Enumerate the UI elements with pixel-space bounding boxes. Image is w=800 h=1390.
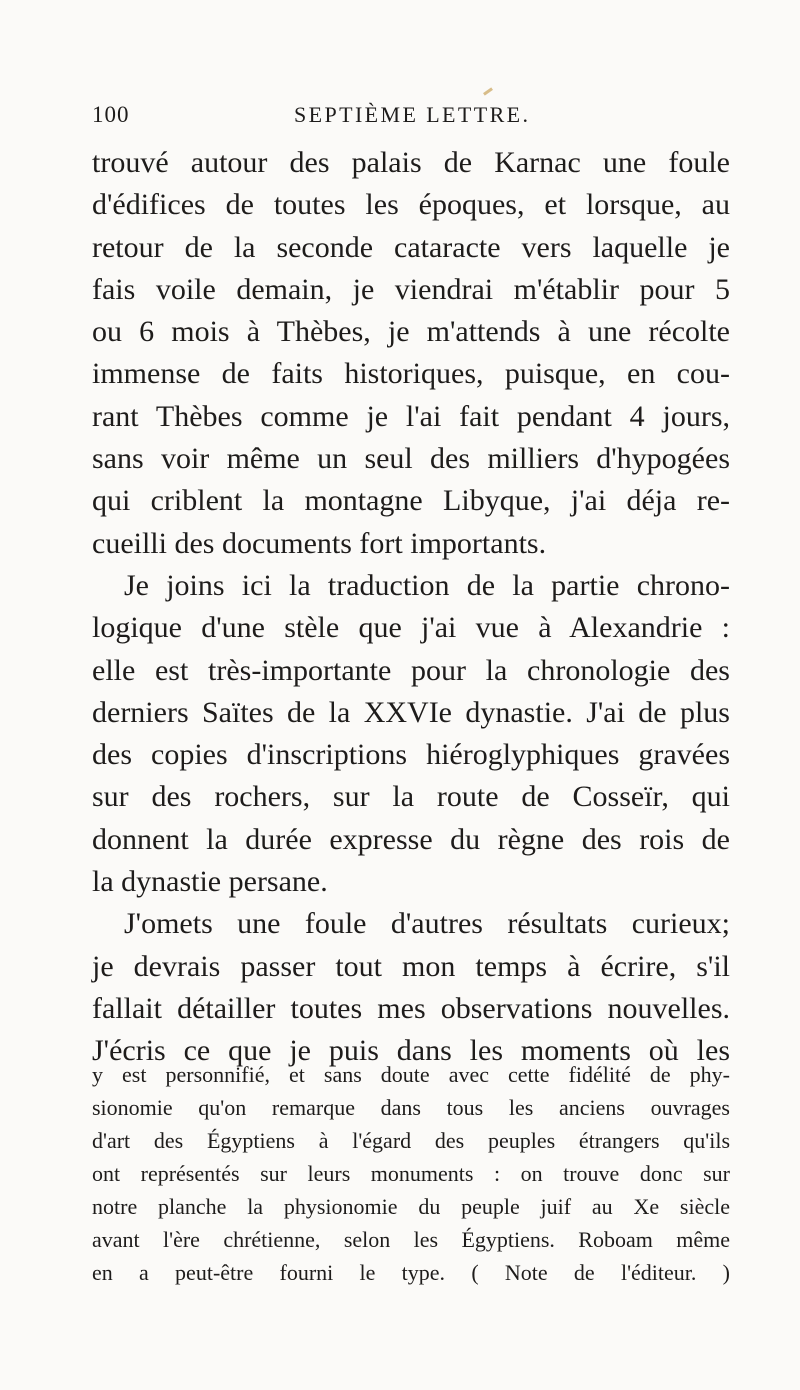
text-line: J'écris ce que je puis dans les moments où les (92, 1034, 730, 1068)
text-line: cueilli des documents fort importants. (92, 526, 547, 560)
text-line: qui criblent la montagne Libyque, j'ai déja re- (92, 484, 730, 518)
text-line: J'omets une foule d'autres résultats curieux; (124, 907, 730, 941)
page-number: 100 (92, 102, 130, 127)
text-line: donnent la durée expresse du règne des rois de (92, 822, 730, 856)
text-line: ou 6 mois à Thèbes, je m'attends à une récolte (92, 315, 730, 349)
ink-mark (483, 87, 493, 95)
text-line: je devrais passer tout mon temps à écrire, s'il (92, 949, 730, 983)
text-line: d'édifices de toutes les époques, et lorsque, au (92, 188, 730, 222)
text-line: retour de la seconde cataracte vers laquelle je (92, 230, 730, 264)
note-line: d'art des Égyptiens à l'égard des peuples étrangers qu'ils (92, 1128, 730, 1153)
text-line: rant Thèbes comme je l'ai fait pendant 4 jours, (92, 399, 730, 433)
text-line: immense de faits historiques, puisque, en cou- (92, 357, 730, 391)
text-line: derniers Saïtes de la XXVIe dynastie. J'ai de plus (92, 695, 730, 729)
text-line: fais voile demain, je viendrai m'établir pour 5 (92, 272, 730, 306)
main-text (92, 142, 730, 1073)
note-line: notre planche la physionomie du peuple juif au Xe siècle (92, 1194, 730, 1219)
text-line: la dynastie persane. (92, 865, 328, 899)
note-line: sionomie qu'on remarque dans tous les anciens ouvrages (92, 1095, 730, 1120)
note-line: avant l'ère chrétienne, selon les Égyptiens. Roboam même (92, 1227, 730, 1252)
text-line: trouvé autour des palais de Karnac une foule (92, 146, 730, 179)
page-header (92, 102, 732, 132)
text-line: fallait détailler toutes mes observations nouvelles. (92, 991, 730, 1025)
text-line: Je joins ici la traduction de la partie chrono- (124, 568, 730, 602)
text-line: elle est très-importante pour la chronologie des (92, 653, 730, 687)
running-head: SEPTIÈME LETTRE. (294, 102, 531, 127)
note-line: en a peut-être fourni le type. ( Note de l'éditeur. ) (92, 1260, 730, 1285)
note-line: ont représentés sur leurs monuments : on trouve donc sur (92, 1161, 730, 1186)
footnote (92, 1058, 730, 1289)
note-line: y est personnifié, et sans doute avec cette fidélité de phy- (92, 1062, 730, 1087)
text-line: sur des rochers, sur la route de Cosseïr, qui (92, 780, 730, 814)
text-line: sans voir même un seul des milliers d'hypogées (92, 442, 730, 476)
text-line: des copies d'inscriptions hiéroglyphiques gravées (92, 738, 730, 772)
text-line: logique d'une stèle que j'ai vue à Alexandrie : (92, 611, 730, 645)
